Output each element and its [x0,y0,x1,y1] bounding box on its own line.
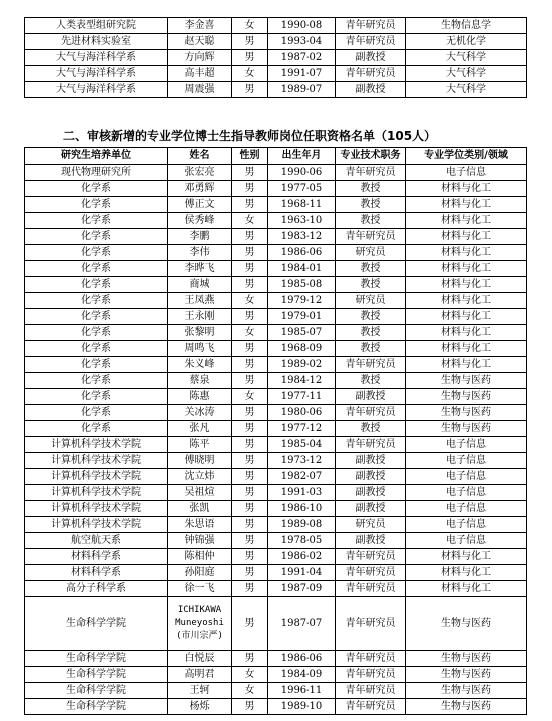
table-row [25,651,527,667]
cell-birth: 1963-10 [268,213,336,229]
cell-unit: 化学系 [25,293,168,309]
cell-name: 朱思语 [168,517,232,533]
table-row [25,309,527,325]
cell-name: 李伟 [168,245,232,261]
cell-field: 材料与化工 [406,181,527,197]
cell-title: 研究员 [336,293,406,309]
cell-unit: 化学系 [25,245,168,261]
cell-birth: 1968-09 [268,341,336,357]
cell-birth: 1978-05 [268,533,336,549]
cell-birth: 1991-03 [268,485,336,501]
cell-gender: 男 [232,485,268,501]
table-row [25,421,527,437]
cell-name: 李晔飞 [168,261,232,277]
cell-title: 青年研究员 [336,165,406,181]
cell-unit: 化学系 [25,277,168,293]
cell-title: 副教授 [336,50,406,66]
table-row [25,197,527,213]
cell-birth: 1987-02 [268,50,336,66]
table-row [25,82,527,98]
cell-title: 青年研究员 [336,597,406,651]
cell-field: 生物与医药 [406,421,527,437]
cell-unit: 材料科学系 [25,549,168,565]
header-field: 专业学位类别/领域 [406,148,527,165]
top-table-body [25,18,527,98]
cell-unit: 化学系 [25,181,168,197]
cell-title: 教授 [336,213,406,229]
cell-birth: 1977-12 [268,421,336,437]
table-row [25,581,527,597]
cell-field: 电子信息 [406,437,527,453]
section-title: 二、审核新增的专业学位博士生指导教师岗位任职资格名单（105人） [63,129,437,143]
cell-name: 蔡泉 [168,373,232,389]
cell-title: 教授 [336,197,406,213]
cell-title: 青年研究员 [336,651,406,667]
name-line: ICHIKAWA [177,605,222,615]
cell-title: 青年研究员 [336,66,406,82]
cell-name: 杨烁 [168,699,232,715]
cell-name: 王轲 [168,683,232,699]
cell-birth: 1979-01 [268,309,336,325]
cell-gender: 男 [232,341,268,357]
cell-gender: 女 [232,18,268,34]
cell-name: 孙阳庭 [168,565,232,581]
cell-gender: 男 [232,50,268,66]
cell-birth: 1986-02 [268,549,336,565]
cell-name: 徐一飞 [168,581,232,597]
cell-unit: 生命科学学院 [25,651,168,667]
cell-unit: 材料科学系 [25,565,168,581]
cell-birth: 1977-11 [268,389,336,405]
table-row [25,437,527,453]
cell-unit: 化学系 [25,357,168,373]
table-row [25,181,527,197]
cell-gender: 男 [232,82,268,98]
cell-unit: 化学系 [25,421,168,437]
cell-title: 副教授 [336,453,406,469]
cell-name: 高丰超 [168,66,232,82]
cell-birth: 1985-04 [268,437,336,453]
table-row [25,565,527,581]
main-table [24,147,527,715]
cell-field: 材料与化工 [406,293,527,309]
cell-title: 青年研究员 [336,34,406,50]
cell-name: 张凡 [168,421,232,437]
table-row [25,277,527,293]
header-title: 专业技术职务 [336,148,406,165]
cell-birth: 1986-10 [268,501,336,517]
cell-title: 青年研究员 [336,437,406,453]
cell-unit: 计算机科学技术学院 [25,517,168,533]
cell-field: 电子信息 [406,165,527,181]
cell-name: 周震强 [168,82,232,98]
table-row [25,66,527,82]
cell-title: 副教授 [336,82,406,98]
cell-name: 李鹏 [168,229,232,245]
cell-gender: 女 [232,293,268,309]
cell-birth: 1987-09 [268,581,336,597]
cell-gender: 男 [232,597,268,651]
cell-birth: 1990-08 [268,18,336,34]
name-line: (市川宗严) [176,631,223,641]
cell-field: 生物信息学 [406,18,527,34]
cell-field: 生物与医药 [406,667,527,683]
cell-field: 生物与医药 [406,597,527,651]
table-row [25,699,527,715]
cell-unit: 化学系 [25,405,168,421]
header-row [25,148,527,165]
cell-gender: 女 [232,667,268,683]
cell-unit: 现代物理研究所 [25,165,168,181]
cell-birth: 1984-01 [268,261,336,277]
cell-gender: 女 [232,213,268,229]
cell-field: 电子信息 [406,453,527,469]
cell-name [168,597,232,651]
cell-gender: 男 [232,699,268,715]
cell-field: 电子信息 [406,517,527,533]
table-row [25,533,527,549]
cell-field: 大气科学 [406,66,527,82]
cell-gender: 男 [232,421,268,437]
cell-name: 陈相仲 [168,549,232,565]
cell-field: 材料与化工 [406,261,527,277]
header-gender: 性别 [232,148,268,165]
cell-birth: 1989-07 [268,82,336,98]
cell-title: 副教授 [336,501,406,517]
cell-field: 生物与医药 [406,699,527,715]
cell-gender: 男 [232,373,268,389]
cell-title: 教授 [336,341,406,357]
cell-gender: 女 [232,389,268,405]
table-row [25,213,527,229]
cell-name: 周鸣飞 [168,341,232,357]
cell-unit: 化学系 [25,309,168,325]
cell-birth: 1985-07 [268,325,336,341]
table-row [25,165,527,181]
cell-gender: 男 [232,34,268,50]
cell-birth: 1986-06 [268,651,336,667]
cell-gender: 男 [232,501,268,517]
cell-birth: 1983-12 [268,229,336,245]
cell-title: 青年研究员 [336,565,406,581]
cell-unit: 生命科学学院 [25,683,168,699]
cell-field: 材料与化工 [406,565,527,581]
cell-name: 吴祖煊 [168,485,232,501]
cell-gender: 男 [232,229,268,245]
cell-field: 生物与医药 [406,651,527,667]
cell-title: 研究员 [336,517,406,533]
cell-gender: 男 [232,565,268,581]
cell-name: 侯秀峰 [168,213,232,229]
table-row [25,261,527,277]
cell-field: 材料与化工 [406,357,527,373]
table-row [25,245,527,261]
cell-gender: 男 [232,581,268,597]
cell-unit: 化学系 [25,229,168,245]
cell-field: 电子信息 [406,501,527,517]
cell-field: 材料与化工 [406,277,527,293]
cell-title: 教授 [336,261,406,277]
cell-gender: 男 [232,437,268,453]
cell-title: 教授 [336,277,406,293]
cell-name: 朱义峰 [168,357,232,373]
cell-birth: 1993-04 [268,34,336,50]
cell-unit: 化学系 [25,261,168,277]
table-row [25,50,527,66]
table-row [25,389,527,405]
top-table [24,17,527,98]
cell-unit: 化学系 [25,197,168,213]
table-row [25,501,527,517]
table-row [25,293,527,309]
table-row [25,469,527,485]
table-row [25,34,527,50]
cell-unit: 化学系 [25,373,168,389]
cell-title: 教授 [336,309,406,325]
cell-birth: 1996-11 [268,683,336,699]
cell-unit: 化学系 [25,325,168,341]
cell-field: 电子信息 [406,469,527,485]
cell-title: 青年研究员 [336,229,406,245]
cell-field: 无机化学 [406,34,527,50]
cell-unit: 化学系 [25,341,168,357]
cell-field: 材料与化工 [406,581,527,597]
cell-unit: 化学系 [25,389,168,405]
table-row [25,683,527,699]
cell-field: 材料与化工 [406,549,527,565]
table-row [25,341,527,357]
cell-title: 副教授 [336,469,406,485]
cell-title: 青年研究员 [336,581,406,597]
cell-gender: 男 [232,181,268,197]
header-unit: 研究生培养单位 [25,148,168,165]
cell-unit: 大气与海洋科学系 [25,50,168,66]
cell-name: 傅正文 [168,197,232,213]
cell-unit: 大气与海洋科学系 [25,82,168,98]
cell-title: 教授 [336,373,406,389]
cell-field: 生物与医药 [406,389,527,405]
cell-birth: 1973-12 [268,453,336,469]
cell-title: 副教授 [336,485,406,501]
cell-birth: 1989-10 [268,699,336,715]
cell-title: 青年研究员 [336,683,406,699]
cell-title: 青年研究员 [336,18,406,34]
cell-unit: 人类表型组研究院 [25,18,168,34]
cell-field: 材料与化工 [406,309,527,325]
cell-birth: 1989-02 [268,357,336,373]
cell-gender: 女 [232,325,268,341]
cell-field: 材料与化工 [406,197,527,213]
table-row [25,357,527,373]
table-row [25,549,527,565]
cell-gender: 男 [232,197,268,213]
cell-field: 电子信息 [406,485,527,501]
cell-gender: 男 [232,517,268,533]
name-line: Muneyoshi [175,618,224,628]
cell-title: 副教授 [336,533,406,549]
cell-birth: 1984-12 [268,373,336,389]
cell-title: 青年研究员 [336,357,406,373]
cell-name: 白悦辰 [168,651,232,667]
cell-gender: 男 [232,453,268,469]
cell-unit: 生命科学学院 [25,667,168,683]
cell-name: 高明君 [168,667,232,683]
cell-gender: 男 [232,245,268,261]
table-row [25,517,527,533]
cell-birth: 1979-12 [268,293,336,309]
table-row [25,373,527,389]
cell-field: 大气科学 [406,82,527,98]
header-name: 姓名 [168,148,232,165]
cell-unit: 先进材料实验室 [25,34,168,50]
cell-title: 教授 [336,181,406,197]
cell-gender: 女 [232,66,268,82]
cell-field: 材料与化工 [406,341,527,357]
cell-birth: 1982-07 [268,469,336,485]
cell-unit: 化学系 [25,213,168,229]
cell-name: 赵天聪 [168,34,232,50]
cell-title: 青年研究员 [336,667,406,683]
cell-birth: 1985-08 [268,277,336,293]
cell-unit: 计算机科学技术学院 [25,437,168,453]
cell-birth: 1991-04 [268,565,336,581]
cell-birth: 1968-11 [268,197,336,213]
cell-title: 教授 [336,421,406,437]
table-row [25,229,527,245]
cell-name: 王永刚 [168,309,232,325]
cell-name: 关冰涛 [168,405,232,421]
table-row [25,485,527,501]
cell-gender: 男 [232,261,268,277]
cell-field: 生物与医药 [406,683,527,699]
main-table-body [25,165,527,715]
cell-name: 王凤燕 [168,293,232,309]
cell-name: 张宏亮 [168,165,232,181]
cell-name: 张黎明 [168,325,232,341]
cell-gender: 男 [232,277,268,293]
cell-birth: 1977-05 [268,181,336,197]
cell-title: 研究员 [336,245,406,261]
cell-birth: 1984-09 [268,667,336,683]
cell-birth: 1987-07 [268,597,336,651]
cell-birth: 1991-07 [268,66,336,82]
cell-field: 大气科学 [406,50,527,66]
cell-name: 钟锦强 [168,533,232,549]
cell-unit: 计算机科学技术学院 [25,469,168,485]
cell-unit: 生命科学学院 [25,597,168,651]
cell-gender: 男 [232,309,268,325]
table-row [25,667,527,683]
cell-field: 生物与医药 [406,373,527,389]
cell-field: 材料与化工 [406,245,527,261]
cell-unit: 计算机科学技术学院 [25,453,168,469]
cell-field: 材料与化工 [406,325,527,341]
cell-unit: 高分子科学系 [25,581,168,597]
cell-gender: 男 [232,533,268,549]
cell-name: 陈惠 [168,389,232,405]
cell-gender: 男 [232,549,268,565]
cell-gender: 男 [232,469,268,485]
header-birth: 出生年月 [268,148,336,165]
cell-unit: 生命科学学院 [25,699,168,715]
table-row [25,18,527,34]
cell-gender: 女 [232,683,268,699]
table-row [25,453,527,469]
cell-title: 副教授 [336,389,406,405]
cell-birth: 1986-06 [268,245,336,261]
cell-name: 沈立炜 [168,469,232,485]
cell-name: 张凯 [168,501,232,517]
cell-field: 电子信息 [406,533,527,549]
cell-name: 陈平 [168,437,232,453]
cell-unit: 计算机科学技术学院 [25,485,168,501]
cell-birth: 1989-08 [268,517,336,533]
table-row [25,325,527,341]
cell-title: 青年研究员 [336,549,406,565]
cell-title: 教授 [336,325,406,341]
cell-gender: 男 [232,165,268,181]
cell-name: 商城 [168,277,232,293]
cell-name: 李金喜 [168,18,232,34]
cell-gender: 男 [232,651,268,667]
table-row [25,597,527,651]
cell-name: 邓勇辉 [168,181,232,197]
table-row [25,405,527,421]
cell-field: 材料与化工 [406,229,527,245]
cell-name: 傅晓明 [168,453,232,469]
cell-field: 生物与医药 [406,405,527,421]
cell-unit: 航空航天系 [25,533,168,549]
cell-title: 青年研究员 [336,405,406,421]
cell-unit: 大气与海洋科学系 [25,66,168,82]
cell-gender: 男 [232,357,268,373]
cell-name: 方向辉 [168,50,232,66]
cell-field: 材料与化工 [406,213,527,229]
cell-unit: 计算机科学技术学院 [25,501,168,517]
cell-title: 青年研究员 [336,699,406,715]
cell-gender: 男 [232,405,268,421]
cell-birth: 1990-06 [268,165,336,181]
cell-birth: 1980-06 [268,405,336,421]
